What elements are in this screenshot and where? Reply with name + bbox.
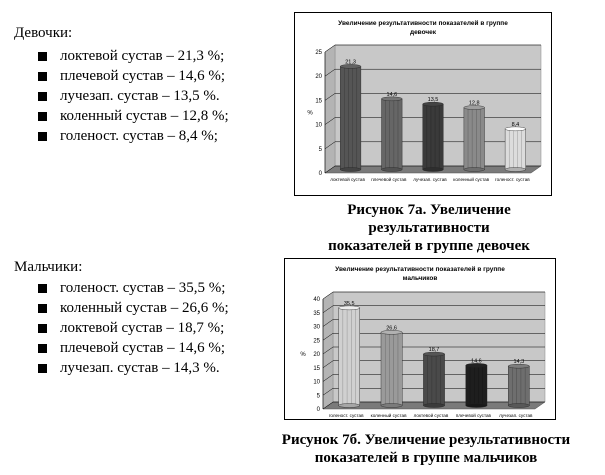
bar <box>381 330 402 407</box>
bar <box>508 364 529 407</box>
girls-section <box>14 25 229 146</box>
list-item: коленный сустав – 26,6 %; <box>38 298 229 318</box>
data-label: 26,6 <box>386 325 397 332</box>
list-item: лучезап. сустав – 14,3 %. <box>38 358 229 378</box>
bar-body <box>505 129 526 170</box>
bullet-square-icon <box>38 112 47 121</box>
y-axis-label: % <box>300 352 306 358</box>
y-tick-label: 15 <box>313 365 320 372</box>
list-item: плечевой сустав – 14,6 %; <box>38 338 229 358</box>
y-tick-label: 15 <box>315 98 322 105</box>
bullet-square-icon <box>38 72 47 81</box>
x-tick-label: локтевой сустав <box>330 177 365 182</box>
bar-base <box>381 404 402 408</box>
caption-line: результативности <box>368 220 490 236</box>
x-tick-label: голеност. сустав <box>328 413 364 418</box>
data-label: 13,5 <box>427 97 439 104</box>
y-tick-label: 0 <box>318 171 322 177</box>
data-label: 8,4 <box>511 121 520 128</box>
data-label: 14,6 <box>386 91 398 98</box>
bar-base <box>340 168 361 172</box>
caption-line: Рисунок 7а. Увеличение <box>347 202 511 218</box>
bullet-square-icon <box>38 132 47 141</box>
boys-list <box>38 278 229 378</box>
data-label: 21,3 <box>345 59 356 66</box>
bar <box>340 64 361 171</box>
bullet-square-icon <box>38 304 47 313</box>
y-tick-label: 25 <box>313 338 320 345</box>
y-tick-label: 30 <box>313 324 320 331</box>
x-tick-label: коленный сустав <box>370 413 407 418</box>
list-item: коленный сустав – 12,8 %; <box>38 106 229 126</box>
bar <box>423 102 444 171</box>
chart-title: девочек <box>409 29 437 36</box>
x-tick-label: локтевой сустав <box>413 413 449 418</box>
bullet-square-icon <box>38 92 47 101</box>
list-item: локтевой сустав – 21,3 %; <box>38 46 229 66</box>
list-item: лучезап. сустав – 13,5 %. <box>38 86 229 106</box>
bar-body <box>423 354 444 405</box>
y-tick-label: 0 <box>316 407 320 413</box>
caption-line: Рисунок 7б. Увеличение результативности <box>281 432 571 448</box>
boys-chart <box>284 258 556 420</box>
bar-body <box>464 108 485 170</box>
bullet-square-icon <box>38 324 47 333</box>
caption-line: показателей в группе мальчиков <box>314 450 538 466</box>
bar <box>423 352 444 407</box>
girls-list <box>38 46 229 146</box>
bar-body <box>381 332 402 405</box>
bar-body <box>466 365 487 405</box>
data-label: 14,3 <box>513 359 525 366</box>
list-item: плечевой сустав – 14,6 %; <box>38 66 229 86</box>
boys-heading: Мальчики: <box>14 259 83 275</box>
x-tick-label: плечевой сустав <box>371 177 407 182</box>
y-tick-label: 10 <box>313 379 320 386</box>
bullet-square-icon <box>38 344 47 353</box>
bar-base <box>466 404 487 408</box>
bar <box>339 306 360 408</box>
girls-heading: Девочки: <box>14 25 73 41</box>
list-item: голеност. сустав – 35,5 %; <box>38 278 229 298</box>
data-label: 18,7 <box>428 347 440 354</box>
bar <box>382 97 403 172</box>
bar-base <box>339 404 360 408</box>
bullet-square-icon <box>38 284 47 293</box>
y-tick-label: 20 <box>313 352 320 358</box>
y-tick-label: 5 <box>316 393 320 400</box>
y-tick-label: 10 <box>315 122 322 129</box>
side-wall <box>325 45 335 173</box>
chart-title: Увеличение результативности показателей в группе <box>338 20 508 27</box>
x-tick-label: лучезап. сустав <box>499 413 533 418</box>
bullet-square-icon <box>38 364 47 373</box>
y-tick-label: 5 <box>318 146 322 153</box>
bar-body <box>340 66 361 169</box>
bar <box>505 127 526 172</box>
bar-body <box>508 366 529 405</box>
x-tick-label: плечевой сустав <box>455 413 492 418</box>
bar <box>466 363 487 407</box>
x-tick-label: лучезап. сустав <box>413 177 447 182</box>
chart-title: Увеличение результативности показателей в группе <box>335 266 505 273</box>
list-item: голеност. сустав – 8,4 %; <box>38 126 229 146</box>
caption-line: показателей в группе девочек <box>328 238 530 254</box>
girls-chart <box>294 12 552 196</box>
bar <box>464 106 485 172</box>
x-tick-label: голеност. сустав <box>495 177 530 182</box>
list-item: локтевой сустав – 18,7 %; <box>38 318 229 338</box>
bar-base <box>505 168 526 172</box>
data-label: 12,8 <box>468 100 480 107</box>
data-label: 14,6 <box>471 358 482 365</box>
y-tick-label: 25 <box>315 50 322 56</box>
x-tick-label: коленный сустав <box>453 177 490 182</box>
boys-section <box>14 259 229 378</box>
bar-base <box>382 168 403 172</box>
bar-base <box>508 404 529 408</box>
bar-body <box>423 104 444 169</box>
girls-caption <box>300 201 558 255</box>
bar-base <box>423 168 444 172</box>
chart-title: мальчиков <box>402 275 438 282</box>
bar-body <box>339 308 360 406</box>
y-tick-label: 35 <box>313 310 320 317</box>
bar-body <box>382 99 403 170</box>
girls-chart-svg <box>295 13 551 195</box>
bar-base <box>423 404 444 408</box>
boys-caption <box>256 431 596 467</box>
y-tick-label: 40 <box>313 297 320 303</box>
y-tick-label: 20 <box>315 74 322 81</box>
bar-base <box>464 168 485 172</box>
boys-chart-svg <box>285 259 555 419</box>
y-axis-label: % <box>307 110 313 117</box>
data-label: 35,5 <box>343 300 355 307</box>
bullet-square-icon <box>38 52 47 61</box>
